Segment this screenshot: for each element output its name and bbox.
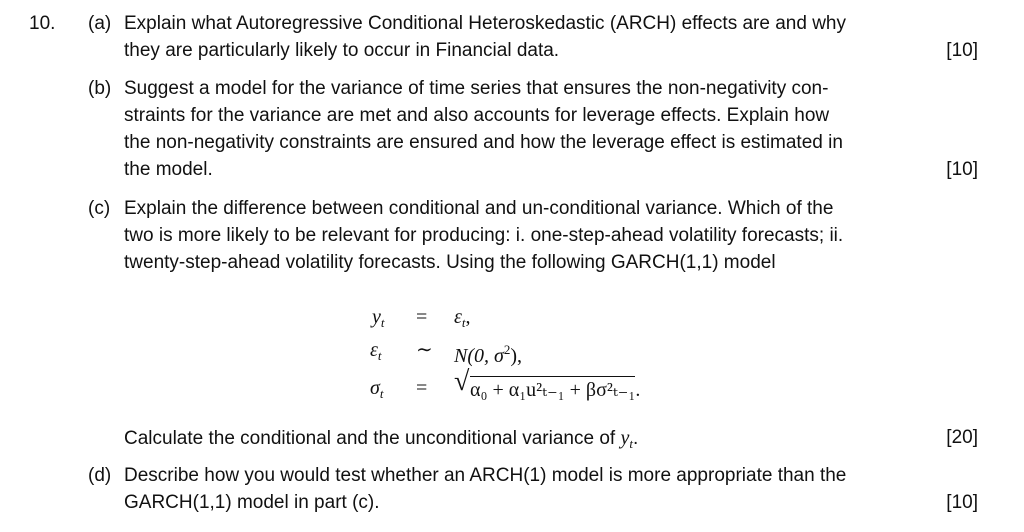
part-c-calc-line: Calculate the conditional and the unconditional variance of $y_t$. — [124, 427, 639, 451]
part-d-label: (d) — [88, 465, 112, 486]
part-c-line-3: twenty-step-ahead volatility forecasts. Using the following GARCH(1,1) model — [124, 252, 776, 273]
sqrt-expression: √ α₀ + α₁u²ₜ₋₁ + βσ²ₜ₋₁. — [454, 366, 641, 401]
equation-2: $\varepsilon_t$ ∼ N(0, $\sigma^2$), — [370, 339, 523, 367]
equation-1: $y_t$ = $\varepsilon_t$, — [372, 306, 471, 330]
part-c-line-2: two is more likely to be relevant for producing: i. one-step-ahead volatility forecasts; ii. — [124, 225, 844, 246]
part-b-line-2: straints for the variance are met and also accounts for leverage effects. Explain how — [124, 105, 830, 126]
part-c-label: (c) — [88, 198, 111, 219]
part-a-line-2: they are particularly likely to occur in Financial data. — [124, 40, 560, 61]
question-number: 10. — [29, 13, 56, 34]
part-b-line-4: the model. — [124, 159, 213, 180]
equation-3: $\sigma_t$ = √ α₀ + α₁u²ₜ₋₁ + βσ²ₜ₋₁. — [370, 366, 641, 401]
part-d-line-1: Describe how you would test whether an ARCH(1) model is more appropriate than the — [124, 465, 847, 486]
part-b-marks: [10] — [946, 159, 978, 180]
part-a-label: (a) — [88, 13, 112, 34]
part-c-marks: [20] — [946, 427, 978, 448]
sqrt-sign: √ — [454, 366, 470, 397]
part-d-marks: [10] — [946, 492, 978, 513]
part-b-label: (b) — [88, 78, 112, 99]
part-d-line-2: GARCH(1,1) model in part (c). — [124, 492, 380, 513]
part-b-line-1: Suggest a model for the variance of time series that ensures the non-negativity con- — [124, 78, 829, 99]
part-b-line-3: the non-negativity constraints are ensured and how the leverage effect is estimated in — [124, 132, 843, 153]
part-a-line-1: Explain what Autoregressive Conditional Heteroskedastic (ARCH) effects are and why — [124, 13, 846, 34]
part-c-line-1: Explain the difference between conditional and un-conditional variance. Which of the — [124, 198, 834, 219]
part-a-marks: [10] — [946, 40, 978, 61]
